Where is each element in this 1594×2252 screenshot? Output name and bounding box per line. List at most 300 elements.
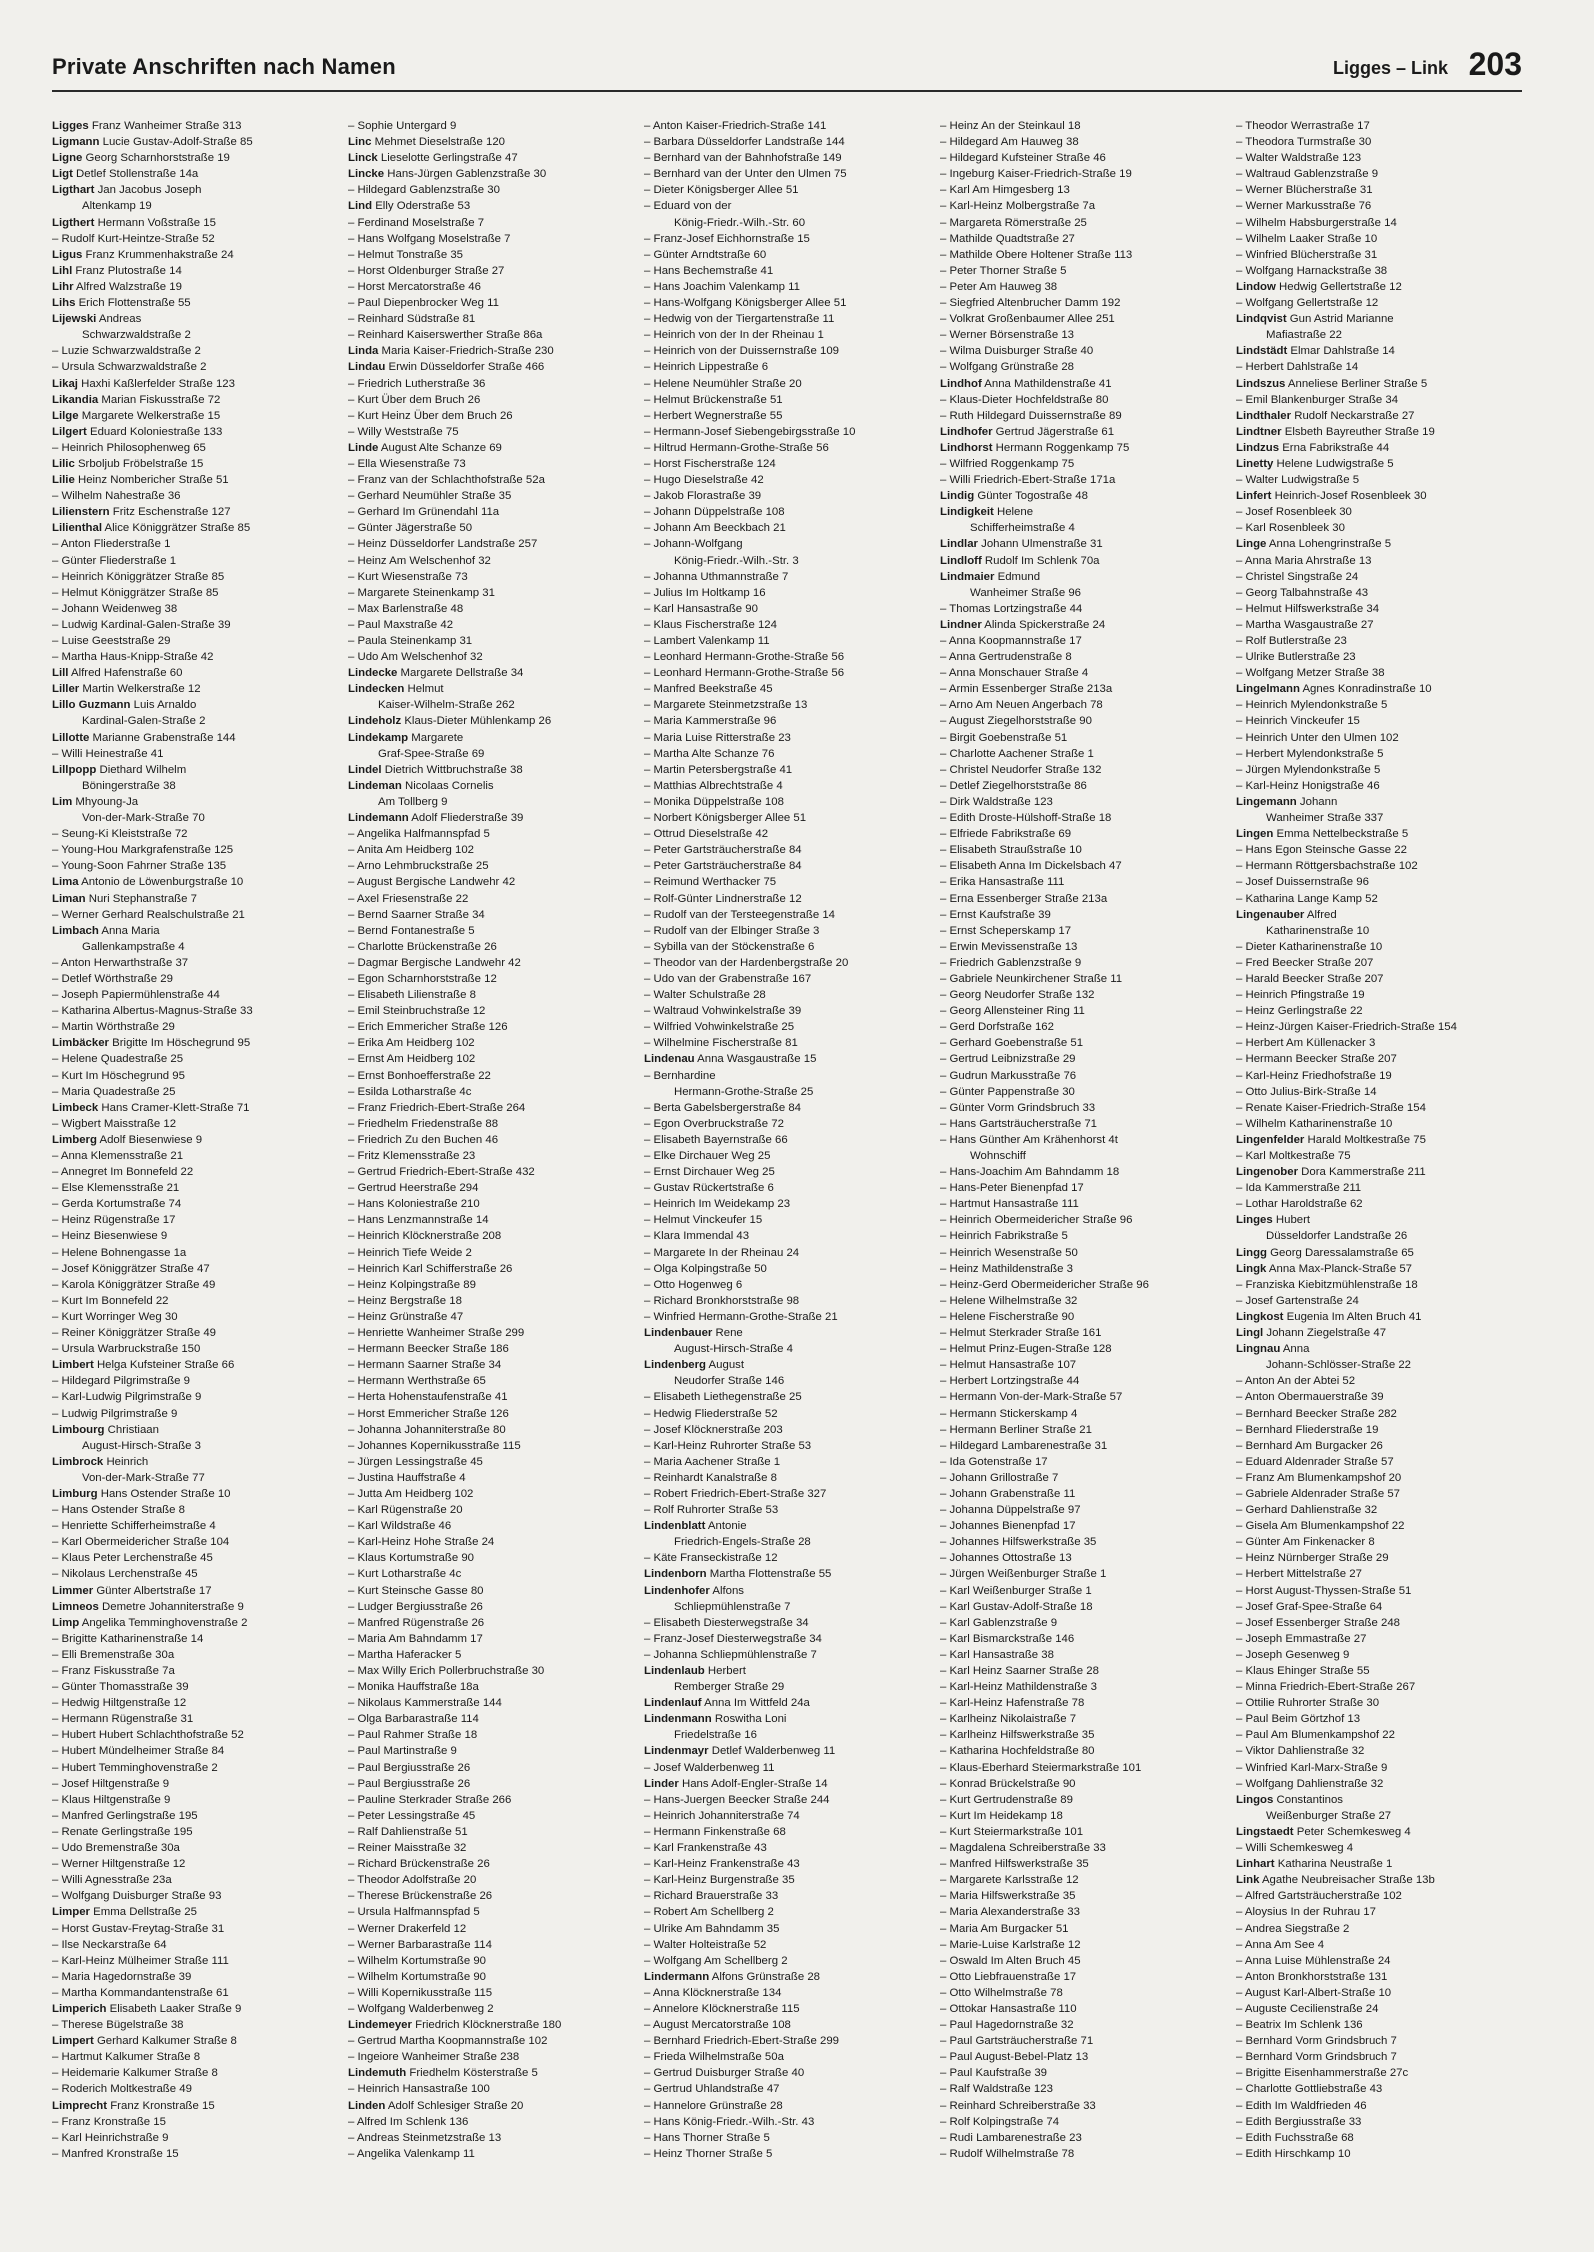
entry-details: Anna Lohengrinstraße 5 xyxy=(1266,538,1392,551)
directory-entry: – Wolfgang Gellertstraße 12 xyxy=(1236,297,1379,310)
directory-entry: – Ottilie Ruhrorter Straße 30 xyxy=(1236,1697,1380,1710)
directory-entry: – Werner Hiltgenstraße 12 xyxy=(52,1858,186,1871)
directory-entry: Von-der-Mark-Straße 77 xyxy=(82,1471,205,1484)
surname: Lingenober xyxy=(1236,1166,1299,1179)
directory-entry: – Viktor Dahlienstraße 32 xyxy=(1236,1745,1365,1758)
entry-details: Johann Ulmenstraße 31 xyxy=(977,538,1103,551)
surname: Lillotte xyxy=(52,731,90,744)
directory-entry: – Volkrat Großenbaumer Allee 251 xyxy=(940,313,1115,326)
directory-entry xyxy=(52,1454,348,1470)
directory-entry: – Harald Beecker Straße 207 xyxy=(1236,972,1384,985)
entry-details: Lucie Gustav-Adolf-Straße 85 xyxy=(99,136,253,149)
directory-entry xyxy=(52,247,348,263)
directory-entry: Friedrich-Engels-Straße 28 xyxy=(674,1536,811,1549)
directory-entry: – Roderich Moltkestraße 49 xyxy=(52,2083,192,2096)
surname: Limbeck xyxy=(52,1101,99,1114)
surname: Liller xyxy=(52,683,80,696)
entry-details: Martha Flottenstraße 55 xyxy=(706,1568,832,1581)
surname: Lihs xyxy=(52,297,76,310)
directory-entry: – Paul Martinstraße 9 xyxy=(348,1745,457,1758)
directory-entry xyxy=(52,2033,348,2049)
directory-entry: – Hedwig Fliederstraße 52 xyxy=(644,1407,778,1420)
directory-entry: Katharinenstraße 10 xyxy=(1266,924,1370,937)
surname: Lindemuth xyxy=(348,2067,407,2080)
entry-details: Marian Fiskusstraße 72 xyxy=(98,393,221,406)
surname: Lindenmayr xyxy=(644,1745,709,1758)
directory-entry: – Karlheinz Nikolaistraße 7 xyxy=(940,1713,1077,1726)
directory-entry xyxy=(52,279,348,295)
surname: Lindner xyxy=(940,618,982,631)
directory-entry xyxy=(52,392,348,408)
directory-entry: – Paula Steinenkamp 31 xyxy=(348,635,473,647)
directory-entry: – Reiner Maisstraße 32 xyxy=(348,1842,467,1855)
entry-details: Eugenia Im Alten Bruch 41 xyxy=(1283,1310,1422,1323)
surname: Lingl xyxy=(1236,1327,1264,1340)
entry-details: Alfons xyxy=(709,1584,745,1597)
directory-entry xyxy=(52,295,348,311)
directory-entry: – Herbert Lortzingstraße 44 xyxy=(940,1375,1080,1388)
directory-entry: – Karl Gablenzstraße 9 xyxy=(940,1616,1058,1629)
entry-details: Johann Ziegelstraße 47 xyxy=(1263,1327,1387,1340)
directory-entry xyxy=(1236,1856,1532,1872)
surname: Linetty xyxy=(1236,457,1274,470)
directory-entry: – Elfriede Fabrikstraße 69 xyxy=(940,828,1072,841)
directory-entry: Kaiser-Wilhelm-Straße 262 xyxy=(378,699,515,712)
directory-entry: – Bernd Fontanestraße 5 xyxy=(348,924,475,937)
entry-details: Emma Dellstraße 25 xyxy=(89,1906,197,1919)
directory-entry xyxy=(644,1518,940,1534)
directory-entry: – Hermann Rügenstraße 31 xyxy=(52,1713,194,1726)
directory-entry xyxy=(52,762,348,778)
directory-entry xyxy=(52,424,348,440)
directory-entry: – Karl Obermeidericher Straße 104 xyxy=(52,1536,230,1549)
surname: Lindau xyxy=(348,361,386,374)
directory-entry xyxy=(348,810,644,826)
directory-entry xyxy=(348,665,644,681)
directory-entry xyxy=(940,569,1236,585)
directory-entry: – Maria Am Burgacker 51 xyxy=(940,1922,1069,1935)
directory-entry: – Maria Hilfswerkstraße 35 xyxy=(940,1890,1076,1903)
entry-details: Gun Astrid Marianne xyxy=(1286,313,1394,326)
directory-entry xyxy=(1236,1245,1532,1261)
directory-entry: – Franz Am Blumenkampshof 20 xyxy=(1236,1471,1402,1484)
entry-details: Mehmet Dieselstraße 120 xyxy=(371,136,506,149)
entry-details: Agathe Neubreisacher Straße 13b xyxy=(1259,1874,1435,1887)
directory-entry: – Fred Beecker Straße 207 xyxy=(1236,956,1374,969)
column-4 xyxy=(940,118,1236,2162)
entry-details: Fritz Eschenstraße 127 xyxy=(109,506,231,519)
directory-entry: – Karl-Heinz Friedhofstraße 19 xyxy=(1236,1069,1392,1082)
directory-entry: – Ursula Warbruckstraße 150 xyxy=(52,1343,201,1356)
entry-details: Alfred xyxy=(1304,908,1337,921)
column-1 xyxy=(52,118,348,2162)
directory-entry xyxy=(1236,488,1532,504)
directory-entry: – Angelika Halfmannspfad 5 xyxy=(348,828,490,841)
directory-entry: Neudorfer Straße 146 xyxy=(674,1375,785,1388)
surname: Linhart xyxy=(1236,1858,1275,1871)
surname: Limperich xyxy=(52,2002,107,2015)
directory-entry: Düsseldorfer Landstraße 26 xyxy=(1266,1230,1408,1243)
directory-entry: – Ulrike Butlerstraße 23 xyxy=(1236,651,1356,664)
directory-entry: – Georg Neudorfer Straße 132 xyxy=(940,989,1095,1002)
directory-entry: – Eduard Aldenrader Straße 57 xyxy=(1236,1455,1394,1468)
directory-entry: Wanheimer Straße 337 xyxy=(1266,812,1384,825)
surname: Lind xyxy=(348,200,373,213)
directory-entry: – Günter Pappenstraße 30 xyxy=(940,1085,1075,1098)
directory-entry: – Johanna Schliepmühlenstraße 7 xyxy=(644,1648,817,1661)
directory-entry xyxy=(52,408,348,424)
directory-entry xyxy=(348,2017,644,2033)
directory-entry: – Hannelore Grünstraße 28 xyxy=(644,2099,783,2112)
directory-entry: – Horst Mercatorstraße 46 xyxy=(348,280,481,293)
directory-entry: – Anna Monschauer Straße 4 xyxy=(940,667,1089,680)
entry-details: Luis Arnaldo xyxy=(130,699,197,712)
directory-entry: – Hubert Temminghovenstraße 2 xyxy=(52,1761,218,1774)
directory-entry: Friedelstraße 16 xyxy=(674,1729,757,1742)
directory-entry xyxy=(940,424,1236,440)
directory-entry: – Anton Bronkhorststraße 131 xyxy=(1236,1970,1388,1983)
directory-entry: – Gertrud Friedrich-Ebert-Straße 432 xyxy=(348,1166,535,1179)
directory-entry: – Ella Wiesenstraße 73 xyxy=(348,457,466,470)
directory-entry: – Elisabeth Liethegenstraße 25 xyxy=(644,1391,802,1404)
directory-entry: – Martha Alte Schanze 76 xyxy=(644,747,775,760)
directory-entry: – Ida Kammerstraße 211 xyxy=(1236,1182,1362,1195)
directory-entry xyxy=(1236,424,1532,440)
directory-entry: – Wilhelm Habsburgerstraße 14 xyxy=(1236,216,1397,229)
directory-entry: – Karl Moltkestraße 75 xyxy=(1236,1150,1351,1162)
directory-entry: – Leonhard Hermann-Grothe-Straße 56 xyxy=(644,667,845,680)
directory-entry: – Hermann Berliner Straße 21 xyxy=(940,1423,1092,1436)
entry-details: Anna Mathildenstraße 41 xyxy=(981,377,1112,390)
surname: Lijewski xyxy=(52,313,97,326)
directory-entry: – Karl Weißenburger Straße 1 xyxy=(940,1584,1092,1597)
directory-entry: – Waltraud Vohwinkelstraße 39 xyxy=(644,1005,802,1018)
directory-entry: Böningerstraße 38 xyxy=(82,779,176,792)
directory-entry: – Werner Börsenstraße 13 xyxy=(940,329,1075,342)
directory-entry: – Herbert Dahlstraße 14 xyxy=(1236,361,1359,374)
directory-entry: – Walter Holteistraße 52 xyxy=(644,1938,767,1951)
directory-entry: – Andrea Siegstraße 2 xyxy=(1236,1922,1350,1935)
directory-entry: – Kurt Im Heidekamp 18 xyxy=(940,1809,1063,1822)
entry-details: Erna Fabrikstraße 44 xyxy=(1279,441,1390,454)
directory-entry: – Erwin Mevissenstraße 13 xyxy=(940,940,1078,953)
entry-details: Franz Wanheimer Straße 313 xyxy=(88,120,242,132)
directory-entry xyxy=(940,440,1236,456)
directory-entry: – Günter Fliederstraße 1 xyxy=(52,554,177,567)
directory-entry: – Hugo Dieselstraße 42 xyxy=(644,474,764,487)
directory-entry: – Katharina Albertus-Magnus-Straße 33 xyxy=(52,1005,253,1018)
entry-details: Friedrich Klöcknerstraße 180 xyxy=(411,2019,562,2032)
entry-details: Heinz Nombericher Straße 51 xyxy=(74,474,229,487)
directory-entry: – Joseph Papiermühlenstraße 44 xyxy=(52,989,220,1002)
directory-entry: – Olga Barbarastraße 114 xyxy=(348,1713,479,1726)
directory-entry: – Hermann Von-der-Mark-Straße 57 xyxy=(940,1391,1123,1404)
directory-entry: – Ferdinand Moselstraße 7 xyxy=(348,216,485,229)
entry-details: Anna xyxy=(1280,1343,1310,1356)
directory-entry: – Hiltrud Hermann-Grothe-Straße 56 xyxy=(644,441,829,454)
surname: Lindel xyxy=(348,763,382,776)
entry-details: Brigitte Im Höschegrund 95 xyxy=(108,1037,251,1050)
directory-entry: – Heinz Biesenwiese 9 xyxy=(52,1230,168,1243)
directory-entry: – Edith Droste-Hülshoff-Straße 18 xyxy=(940,812,1112,825)
directory-entry: – Willi Friedrich-Ebert-Straße 171a xyxy=(940,474,1116,487)
surname: Lindenau xyxy=(644,1053,695,1066)
entry-details: Diethard Wilhelm xyxy=(96,763,187,776)
entry-details: Anna Wasgaustraße 15 xyxy=(694,1053,817,1066)
directory-entry: – Winfried Blücherstraße 31 xyxy=(1236,248,1378,261)
entry-details: Gertrud Jägerstraße 61 xyxy=(992,425,1115,438)
directory-entry: – Edith Hirschkamp 10 xyxy=(1236,2147,1351,2160)
directory-entry: – Willi Agnesstraße 23a xyxy=(52,1874,172,1887)
directory-entry: – Wilfried Roggenkamp 75 xyxy=(940,457,1075,470)
directory-entry: – Anna Luise Mühlenstraße 24 xyxy=(1236,1954,1391,1967)
directory-entry: – Jürgen Lessingstraße 45 xyxy=(348,1455,483,1468)
directory-entry: – Udo Am Welschenhof 32 xyxy=(348,651,483,664)
entry-details: Friedhelm Kösterstraße 5 xyxy=(406,2067,538,2080)
directory-entry: – Wilfried Vohwinkelstraße 25 xyxy=(644,1021,795,1034)
entry-details: Srboljub Fröbelstraße 15 xyxy=(74,457,204,470)
directory-entry: – Erna Essenberger Straße 213a xyxy=(940,892,1108,905)
directory-entry xyxy=(52,681,348,697)
entry-details: Peter Schemkesweg 4 xyxy=(1293,1825,1411,1838)
directory-entry: – Peter Gartsträucherstraße 84 xyxy=(644,860,802,873)
directory-entry: – Paul Bergiusstraße 26 xyxy=(348,1777,471,1790)
directory-entry: Hermann-Grothe-Straße 25 xyxy=(674,1085,814,1098)
directory-entry: – Ursula Schwarzwaldstraße 2 xyxy=(52,361,207,374)
directory-entry: – Heinz-Gerd Obermeidericher Straße 96 xyxy=(940,1278,1149,1291)
directory-entry: – Otto Liebfrauenstraße 17 xyxy=(940,1970,1077,1983)
directory-entry: – Auguste Cecilienstraße 24 xyxy=(1236,2002,1379,2015)
entry-details: Antonie xyxy=(705,1520,747,1533)
directory-entry xyxy=(1236,794,1532,810)
directory-entry xyxy=(348,730,644,746)
directory-entry: – Gerda Kortumstraße 74 xyxy=(52,1198,182,1211)
entry-details: Haxhi Kaßlerfelder Straße 123 xyxy=(77,377,235,390)
directory-entry: – August Ziegelhorststraße 90 xyxy=(940,715,1092,728)
directory-entry: – Hans-Wolfgang Königsberger Allee 51 xyxy=(644,297,847,310)
directory-entry: – Hildegard Lambarenestraße 31 xyxy=(940,1439,1108,1452)
directory-entry: – Heinrich Im Weidekamp 23 xyxy=(644,1198,791,1211)
directory-entry: – Karl-Heinz Molbergstraße 7a xyxy=(940,200,1096,213)
directory-entry: – Heinrich Tiefe Weide 2 xyxy=(348,1246,472,1259)
entry-details: Erich Flottenstraße 55 xyxy=(75,297,191,310)
directory-entry: – Ernst Kaufstraße 39 xyxy=(940,908,1051,921)
directory-entry: – Johann-Wolfgang xyxy=(644,538,743,551)
directory-entry: – Johannes Ottostraße 13 xyxy=(940,1552,1072,1565)
directory-entry: Schliepmühlenstraße 7 xyxy=(674,1600,791,1613)
directory-entry: – Martha Haferacker 5 xyxy=(348,1648,462,1661)
directory-entry: – Heinz Kolpingstraße 89 xyxy=(348,1278,476,1291)
directory-entry xyxy=(348,134,644,150)
directory-entry: Mafiastraße 22 xyxy=(1266,329,1342,342)
directory-entry: – Otto Hogenweg 6 xyxy=(644,1278,743,1291)
directory-entry xyxy=(644,1583,940,1599)
directory-entry xyxy=(52,891,348,907)
directory-entry: – Peter Am Hauweg 38 xyxy=(940,280,1058,293)
directory-entry xyxy=(52,215,348,231)
directory-entry xyxy=(52,504,348,520)
page-header xyxy=(52,46,1522,88)
entry-details: Mhyoung-Ja xyxy=(72,795,139,808)
directory-entry: – Hans-Juergen Beecker Straße 244 xyxy=(644,1793,830,1806)
directory-entry: – Heinz Thorner Straße 5 xyxy=(644,2147,773,2160)
directory-entry: – Margarete Steinenkamp 31 xyxy=(348,586,495,599)
directory-entry: – Horst August-Thyssen-Straße 51 xyxy=(1236,1584,1412,1597)
surname: Lindenbauer xyxy=(644,1327,713,1340)
entry-details: Hans Cramer-Klett-Straße 71 xyxy=(98,1101,250,1114)
directory-entry: – Ernst Am Heidberg 102 xyxy=(348,1053,476,1066)
directory-entry: – Anton Herwarthstraße 37 xyxy=(52,956,189,969)
directory-entry: – Detlef Wörthstraße 29 xyxy=(52,972,173,985)
directory-entry: – Hans-Peter Bienenpfad 17 xyxy=(940,1182,1084,1195)
directory-entry: – Franziska Kiebitzmühlenstraße 18 xyxy=(1236,1278,1418,1291)
directory-entry: – Elli Bremenstraße 30a xyxy=(52,1648,175,1661)
surname: Liman xyxy=(52,892,86,905)
directory-entry xyxy=(52,1100,348,1116)
entry-details: Marianne Grabenstraße 144 xyxy=(89,731,236,744)
directory-entry xyxy=(1236,440,1532,456)
directory-entry: – Leonhard Hermann-Grothe-Straße 56 xyxy=(644,651,845,664)
directory-entry: – Karl Hansastraße 90 xyxy=(644,602,758,615)
directory-entry: – Olga Kolpingstraße 50 xyxy=(644,1262,767,1275)
directory-entry: – Kurt Wiesenstraße 73 xyxy=(348,570,468,583)
surname: Lindhof xyxy=(940,377,982,390)
directory-entry: – Heinz Nürnberger Straße 29 xyxy=(1236,1552,1389,1565)
directory-entry xyxy=(1236,1792,1532,1808)
directory-entry: – Magdalena Schreiberstraße 33 xyxy=(940,1842,1106,1855)
directory-entry: Weißenburger Straße 27 xyxy=(1266,1809,1392,1822)
directory-entry: – Eduard von der xyxy=(644,200,732,213)
directory-entry: Schifferheimstraße 4 xyxy=(970,522,1075,535)
directory-entry: – Wilhelm Laaker Straße 10 xyxy=(1236,232,1378,245)
directory-entry: – Johanna Johanniterstraße 80 xyxy=(348,1423,506,1436)
directory-entry xyxy=(52,923,348,939)
directory-entry xyxy=(52,1599,348,1615)
directory-entry: – Rolf Kolpingstraße 74 xyxy=(940,2115,1060,2128)
directory-entry: – Charlotte Gottliebstraße 43 xyxy=(1236,2083,1383,2096)
directory-entry: – Kurt Heinz Über dem Bruch 26 xyxy=(348,409,513,422)
directory-entry: – Richard Bronkhorststraße 98 xyxy=(644,1294,800,1307)
header-rule xyxy=(52,90,1522,92)
directory-entry: – Kurt Lotharstraße 4c xyxy=(348,1568,462,1581)
directory-entry: – Berta Gabelsbergerstraße 84 xyxy=(644,1101,802,1114)
directory-entry: – Bernhard van der Bahnhofstraße 149 xyxy=(644,152,842,165)
directory-entry: – Oswald Im Alten Bruch 45 xyxy=(940,1954,1081,1967)
directory-entry: – Sophie Untergard 9 xyxy=(348,120,457,132)
entry-details: Günter Togostraße 48 xyxy=(974,490,1088,503)
directory-entry: – Max Willy Erich Pollerbruchstraße 30 xyxy=(348,1665,545,1677)
directory-entry xyxy=(348,343,644,359)
directory-entry: – Herbert Wegnerstraße 55 xyxy=(644,409,783,422)
directory-entry: – Klaus Kortumstraße 90 xyxy=(348,1552,474,1565)
directory-entry xyxy=(52,2001,348,2017)
directory-entry xyxy=(940,504,1236,520)
surname: Link xyxy=(1236,1874,1260,1887)
directory-entry: – Katharina Lange Kamp 52 xyxy=(1236,892,1378,905)
directory-entry: – Helene Quadestraße 25 xyxy=(52,1053,184,1066)
directory-entry xyxy=(52,794,348,810)
directory-entry: – Karl-Heinz Ruhrorter Straße 53 xyxy=(644,1439,812,1452)
page-number: 203 xyxy=(1468,46,1522,82)
directory-entry: – Wolfgang Duisburger Straße 93 xyxy=(52,1890,222,1903)
directory-entry: – Otto Wilhelmstraße 78 xyxy=(940,1986,1063,1999)
directory-entry: – Ruth Hildegard Duissernstraße 89 xyxy=(940,409,1122,422)
directory-entry: – Elisabeth Lilienstraße 8 xyxy=(348,989,476,1002)
directory-entry: – Udo Bremenstraße 30a xyxy=(52,1842,180,1855)
directory-entry: – Bernhard Fliederstraße 19 xyxy=(1236,1423,1379,1436)
surname: Lindeholz xyxy=(348,715,402,728)
directory-entry: – Heinz Düsseldorfer Landstraße 257 xyxy=(348,538,538,551)
directory-entry: – Maria Am Bahndamm 17 xyxy=(348,1632,483,1645)
directory-entry: – Rolf Ruhrorter Straße 53 xyxy=(644,1504,779,1517)
directory-entry: – Karl-Heinz Hafenstraße 78 xyxy=(940,1697,1085,1710)
directory-entry: König-Friedr.-Wilh.-Str. 60 xyxy=(674,216,806,229)
directory-entry: – Egon Overbruckstraße 72 xyxy=(644,1117,784,1130)
directory-entry: – Franz Kronstraße 15 xyxy=(52,2115,166,2128)
directory-entry xyxy=(52,697,348,713)
directory-entry: – Lambert Valenkamp 11 xyxy=(644,635,770,647)
directory-entry: – Dagmar Bergische Landwehr 42 xyxy=(348,956,521,969)
entry-details: Maria Kaiser-Friedrich-Straße 230 xyxy=(378,345,554,358)
surname: Lill xyxy=(52,667,69,680)
directory-entry: – Willy Weststraße 75 xyxy=(348,425,459,438)
directory-entry: – Wolfgang Walderbenweg 2 xyxy=(348,2002,494,2015)
directory-entry: – Kurt Worringer Weg 30 xyxy=(52,1310,178,1323)
directory-entry: – Hildegard Pilgrimstraße 9 xyxy=(52,1375,191,1388)
directory-entry: – Ralf Dahlienstraße 51 xyxy=(348,1825,468,1838)
directory-entry: – Werner Gerhard Realschulstraße 21 xyxy=(52,908,245,921)
directory-entry: – Helene Wilhelmstraße 32 xyxy=(940,1294,1078,1307)
directory-entry: – Joseph Emmastraße 27 xyxy=(1236,1632,1367,1645)
directory-entry: – Johannes Hilfswerkstraße 35 xyxy=(940,1536,1097,1549)
directory-entry: – Heinrich von der Duissernstraße 109 xyxy=(644,345,839,358)
directory-entry: – Gerhard Neumühler Straße 35 xyxy=(348,490,512,503)
directory-entry: – Robert Am Schellberg 2 xyxy=(644,1906,774,1919)
directory-entry xyxy=(1236,1261,1532,1277)
directory-entry: – Margarete Steinmetzstraße 13 xyxy=(644,699,808,712)
directory-entry: – Willi Schemkesweg 4 xyxy=(1236,1842,1354,1855)
entry-details: Margarete xyxy=(408,731,464,744)
directory-entry: – Renate Gerlingstraße 195 xyxy=(52,1825,193,1838)
directory-entry: – Heinrich Mylendonkstraße 5 xyxy=(1236,699,1388,712)
directory-entry: – Else Klemensstraße 21 xyxy=(52,1182,180,1195)
directory-entry xyxy=(52,376,348,392)
directory-entry: – Dieter Katharinenstraße 10 xyxy=(1236,940,1383,953)
surname: Lingen xyxy=(1236,828,1274,841)
directory-entry xyxy=(348,198,644,214)
directory-entry: – Reinhard Südstraße 81 xyxy=(348,313,476,326)
directory-entry: Graf-Spee-Straße 69 xyxy=(378,747,485,760)
entry-details: Hermann Roggenkamp 75 xyxy=(992,441,1130,454)
directory-entry: – Paul Am Blumenkampshof 22 xyxy=(1236,1729,1395,1742)
entry-details: Adolf Biesenwiese 9 xyxy=(96,1133,203,1146)
surname: Limbert xyxy=(52,1359,94,1372)
surname: Linc xyxy=(348,136,372,149)
directory-entry: – Josef Klöcknerstraße 203 xyxy=(644,1423,783,1436)
directory-entry: – Wilma Duisburger Straße 40 xyxy=(940,345,1094,358)
directory-entry xyxy=(348,778,644,794)
directory-entry: – Hermann Stickerskamp 4 xyxy=(940,1407,1078,1420)
directory-entry: – Udo van der Grabenstraße 167 xyxy=(644,972,812,985)
surname: Lillo Guzmann xyxy=(52,699,131,712)
directory-entry: – Bernhard van der Unter den Ulmen 75 xyxy=(644,168,847,181)
directory-entry: – Gabriele Aldenrader Straße 57 xyxy=(1236,1487,1400,1500)
directory-entry xyxy=(52,182,348,198)
directory-entry: – Johann Weidenweg 38 xyxy=(52,602,178,615)
directory-entry: – Gerd Dorfstraße 162 xyxy=(940,1021,1054,1034)
directory-entry: – Manfred Beekstraße 45 xyxy=(644,683,773,696)
directory-entry: – Richard Brauerstraße 33 xyxy=(644,1890,779,1903)
